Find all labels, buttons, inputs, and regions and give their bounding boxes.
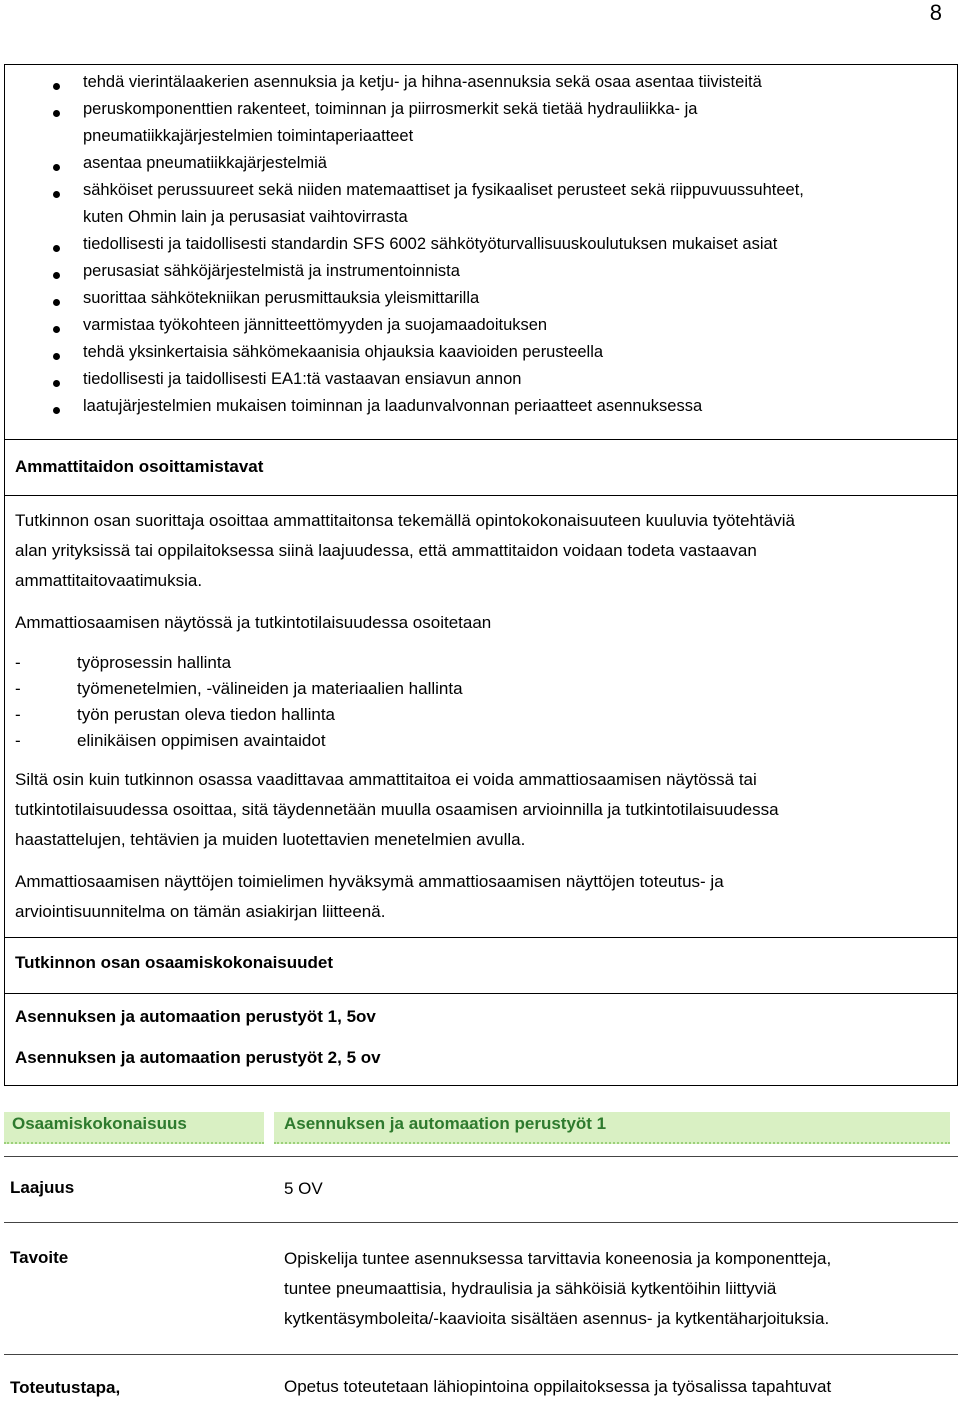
section-divider [5, 439, 957, 440]
list-item [15, 653, 231, 673]
bullet-dot [53, 245, 60, 252]
list-item: tehdä yksinkertaisia sähkömekaanisia ohjauksia kaavioiden perusteella [83, 343, 604, 361]
dash-marker: - [15, 705, 21, 724]
table-row-divider [4, 1354, 958, 1355]
bullet-dot [53, 380, 60, 387]
bullet-dot [53, 83, 60, 90]
header-underline [4, 1142, 264, 1144]
list-item-continuation: pneumatiikkajärjestelmien toimintaperiaatteet [83, 127, 414, 145]
assessment-paragraph [15, 506, 795, 596]
list-item: asentaa pneumatiikkajärjestelmiä [83, 154, 327, 172]
bullet-dot [53, 407, 60, 414]
list-item: sähköiset perussuureet sekä niiden matemaattiset ja fysikaaliset perusteet sekä riippuvuussuhteet, [83, 181, 804, 199]
modules-heading: Tutkinnon osan osaamiskokonaisuudet [15, 953, 334, 972]
section-divider [5, 937, 957, 938]
section-divider [5, 993, 957, 994]
implementation-label: Toteutustapa, [10, 1378, 121, 1397]
requirements-box [4, 64, 958, 1086]
scope-label: Laajuus [10, 1178, 75, 1197]
bullet-dot [53, 326, 60, 333]
page-number: 8 [929, 0, 942, 25]
bullet-dot [53, 164, 60, 171]
dash-marker: - [15, 653, 21, 672]
goal-line: Opiskelija tuntee asennuksessa tarvittavia koneenosia ja komponentteja, [284, 1249, 832, 1268]
list-item [15, 705, 335, 725]
bullet-dot [53, 272, 60, 279]
module-item: Asennuksen ja automaation perustyöt 1, 5ov [15, 1007, 376, 1026]
list-item-text: työn perustan oleva tiedon hallinta [77, 705, 336, 724]
list-item: tiedollisesti ja taidollisesti standardin SFS 6002 sähkötyöturvallisuuskoulutuksen mukaiset asiat [83, 235, 778, 253]
table-header-label: Osaamiskokonaisuus [12, 1114, 187, 1133]
list-item [15, 679, 463, 699]
table-row-divider [4, 1222, 958, 1223]
assessment-paragraph [15, 765, 779, 855]
assessment-paragraph [15, 867, 724, 927]
list-item: laatujärjestelmien mukaisen toiminnan ja laadunvalvonnan periaatteet asennuksessa [83, 397, 703, 415]
paragraph-line: Ammattiosaamisen näyttöjen toimielimen hyväksymä ammattiosaamisen näyttöjen toteutus- ja [15, 872, 724, 891]
goal-line: tuntee pneumaattisia, hydraulisia ja sähköisiä kytkentöihin liittyviä [284, 1279, 777, 1298]
bullet-dot [53, 353, 60, 360]
assessment-heading: Ammattitaidon osoittamistavat [15, 457, 264, 476]
dash-marker: - [15, 731, 21, 750]
list-item [15, 731, 326, 751]
list-item: peruskomponenttien rakenteet, toiminnan ja piirrosmerkit sekä tietää hydrauliikka- ja [83, 100, 698, 118]
scope-value: 5 OV [284, 1179, 323, 1198]
bullet-dot [53, 299, 60, 306]
list-item: suorittaa sähkötekniikan perusmittauksia yleismittarilla [83, 289, 480, 307]
paragraph-line: Siltä osin kuin tutkinnon osassa vaadittavaa ammattitaitoa ei voida ammattiosaamisen näytössä tai [15, 770, 757, 789]
dash-marker: - [15, 679, 21, 698]
paragraph-line: Tutkinnon osan suorittaja osoittaa ammattitaitonsa tekemällä opintokokonaisuuteen kuuluvia työtehtäviä [15, 511, 795, 530]
goal-line: kytkentäsymboleita/-kaavioita sisältäen asennus- ja kytkentäharjoituksia. [284, 1309, 830, 1328]
module-item: Asennuksen ja automaation perustyöt 2, 5 ov [15, 1048, 381, 1067]
list-item: varmistaa työkohteen jännitteettömyyden ja suojamaadoituksen [83, 316, 548, 334]
goal-label: Tavoite [10, 1248, 69, 1267]
goal-value [284, 1244, 831, 1334]
paragraph-line: ammattitaitovaatimuksia. [15, 571, 203, 590]
paragraph-line: arviointisuunnitelma on tämän asiakirjan liitteenä. [15, 902, 386, 921]
paragraph-line: alan yrityksissä tai oppilaitoksessa siinä laajuudessa, että ammattitaidon voidaan todeta vastaavan [15, 541, 757, 560]
bullet-dot [53, 110, 60, 117]
table-row-divider [4, 1156, 958, 1157]
section-divider [5, 495, 957, 496]
list-item: perusasiat sähköjärjestelmistä ja instrumentoinnista [83, 262, 460, 280]
paragraph-line: haastattelujen, tehtävien ja muiden luotettavien menetelmien avulla. [15, 830, 526, 849]
list-item-text: työprosessin hallinta [77, 653, 232, 672]
list-item-continuation: kuten Ohmin lain ja perusasiat vaihtovirrasta [83, 208, 408, 226]
bullet-dot [53, 191, 60, 198]
table-header-value: Asennuksen ja automaation perustyöt 1 [284, 1114, 607, 1133]
paragraph-line: tutkintotilaisuudessa osoittaa, sitä täydennetään muulla osaamisen arvioinnilla ja tutkintotilaisuudessa [15, 800, 779, 819]
list-item: tiedollisesti ja taidollisesti EA1:tä vastaavan ensiavun annon [83, 370, 522, 388]
list-item-text: elinikäisen oppimisen avaintaidot [77, 731, 326, 750]
list-item: tehdä vierintälaakerien asennuksia ja ketju- ja hihna-asennuksia sekä osaa asentaa tiivisteitä [83, 73, 762, 91]
list-item-text: työmenetelmien, -välineiden ja materiaalien hallinta [77, 679, 463, 698]
assessment-intro: Ammattiosaamisen näytössä ja tutkintotilaisuudessa osoitetaan [15, 613, 492, 632]
header-underline [274, 1142, 950, 1144]
implementation-value: Opetus toteutetaan lähiopintoina oppilaitoksessa ja työsalissa tapahtuvat [284, 1377, 832, 1396]
